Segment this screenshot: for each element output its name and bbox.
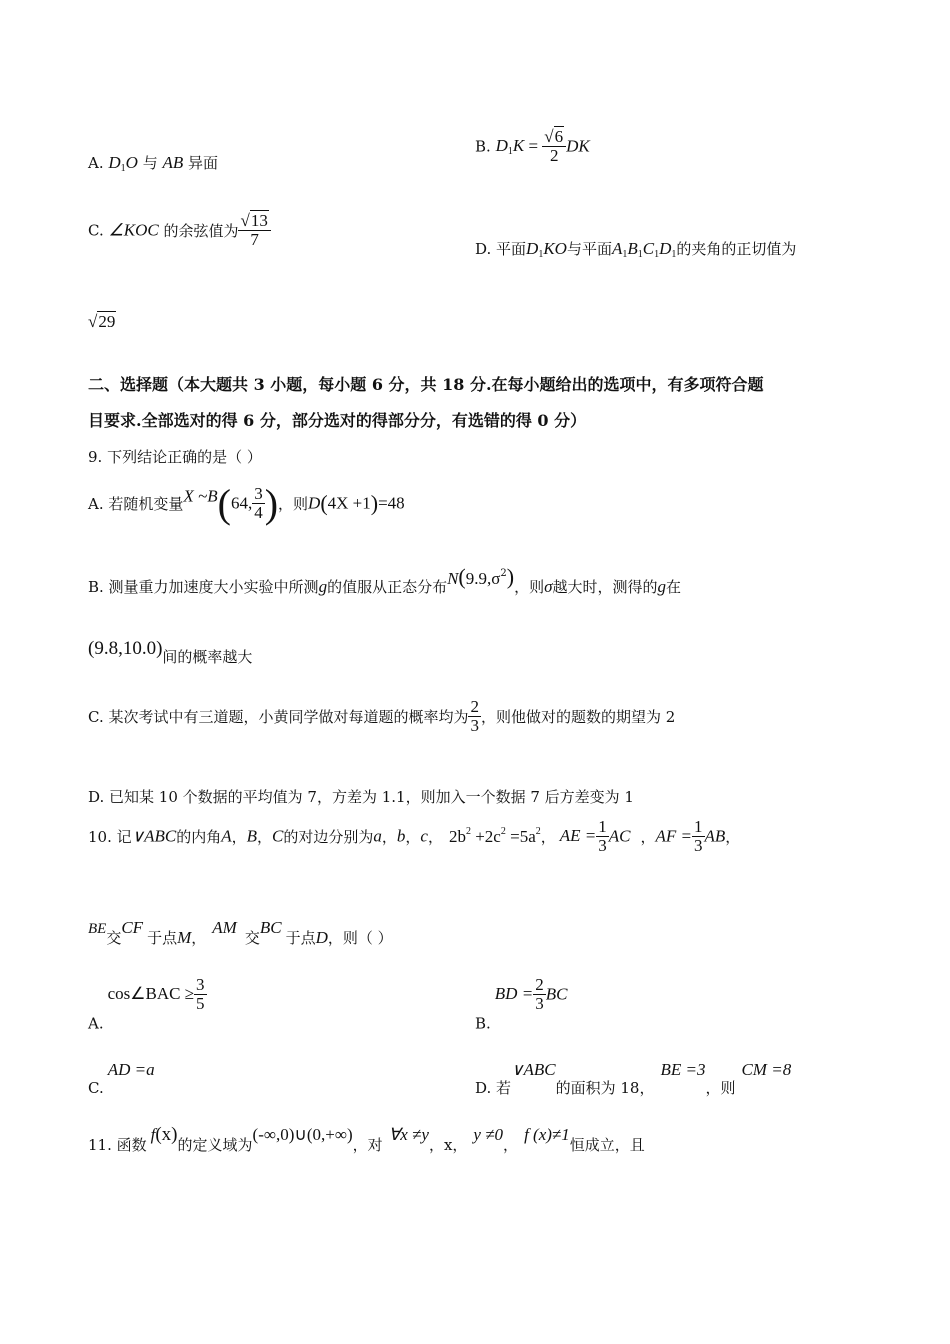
q8-option-d-continued: √29 xyxy=(88,312,116,331)
fraction: $\frac{2}{3}$ xyxy=(535,975,544,1013)
q9-option-d: D. 已知某 10 个数据的平均值为 7，方差为 1.1，则加入一个数据 7 后方差变为 1 xyxy=(88,788,634,806)
fraction: $\frac{1}{3}$ xyxy=(598,817,607,855)
q10-option-b: B.BD = $\frac{2}{3}$ BC xyxy=(475,975,568,1033)
section-heading-line1: 二、选择题（本大题共 3 小题，每小题 6 分，共 18 分.在每小题给出的选项中，有多项符合题 xyxy=(88,375,764,394)
q10-option-a: A.cos∠BAC ≥ $\frac{3}{5}$ xyxy=(88,975,205,1033)
q9-option-c: C. 某次考试中有三道题，小黄同学做对每道题的概率均为 $\frac{2}{3}$ ，则他做对的题数的期望为 2 xyxy=(88,697,676,735)
q11-stem: 11. 函数f(x)的定义域为(-∞,0)∪(0,+∞)，对∀x ≠y，x，y ≠0，f (x)≠1恒成立，且 xyxy=(88,1124,645,1154)
fraction: $\frac{√13}{7}$ xyxy=(238,212,270,249)
q10-stem: 10. 记∨ABC的内角A，B，C的对边分别为a，b，c， $2b^2 +2c^2 =5a^2$， AE = $\frac{1}{3}$ AC ，AF = $\frac{1}{3}$ AB， xyxy=(88,817,741,855)
fraction: $\frac{1}{3}$ xyxy=(694,817,703,855)
q8-option-d: D. 平面$D_1KO$与平面$A_1B_1C_1D_1$的夹角的正切值为 xyxy=(475,239,797,260)
fraction: $\frac{3}{4}$ xyxy=(254,484,263,522)
q9-option-b: B. 测量重力加速度大小实验中所测g的值服从正态分布$N(9.9,\sigma^2)$，则σ越大时，测得的g在 xyxy=(88,564,682,596)
q8-option-b: B. $D_1K$ = $\frac{√6}{2}$ DK xyxy=(475,127,590,165)
q8-option-a: A. $D_1O$ 与 AB 异面 xyxy=(88,153,219,174)
q10-option-c: C.AD =a xyxy=(88,1060,155,1097)
q9-stem: 9. 下列结论正确的是（ ） xyxy=(88,448,262,466)
q10-stem-line2: BE交CF于点M，AM交BC于点D，则（ ） xyxy=(88,918,393,947)
option-label: A. xyxy=(88,154,109,172)
q9-option-a: A. 若随机变量X ~B(64, $\frac{3}{4}$ )，则D(4X +1)=48 xyxy=(88,481,405,526)
q8-option-c: C. ∠KOC 的余弦值为 $\frac{√13}{7}$ xyxy=(88,212,271,249)
fraction: $\frac{2}{3}$ xyxy=(470,697,479,735)
q10-option-d: D. 若∨ABC的面积为 18，BE =3，则CM =8 xyxy=(475,1060,792,1097)
fraction: $\frac{3}{5}$ xyxy=(196,975,205,1013)
fraction: $\frac{√6}{2}$ xyxy=(542,128,566,165)
section-heading-line2: 目要求.全部选对的得 6 分，部分选对的得部分分，有选错的得 0 分） xyxy=(88,411,587,430)
q9-option-b-continued: (9.8,10.0)间的概率越大 xyxy=(88,638,253,666)
